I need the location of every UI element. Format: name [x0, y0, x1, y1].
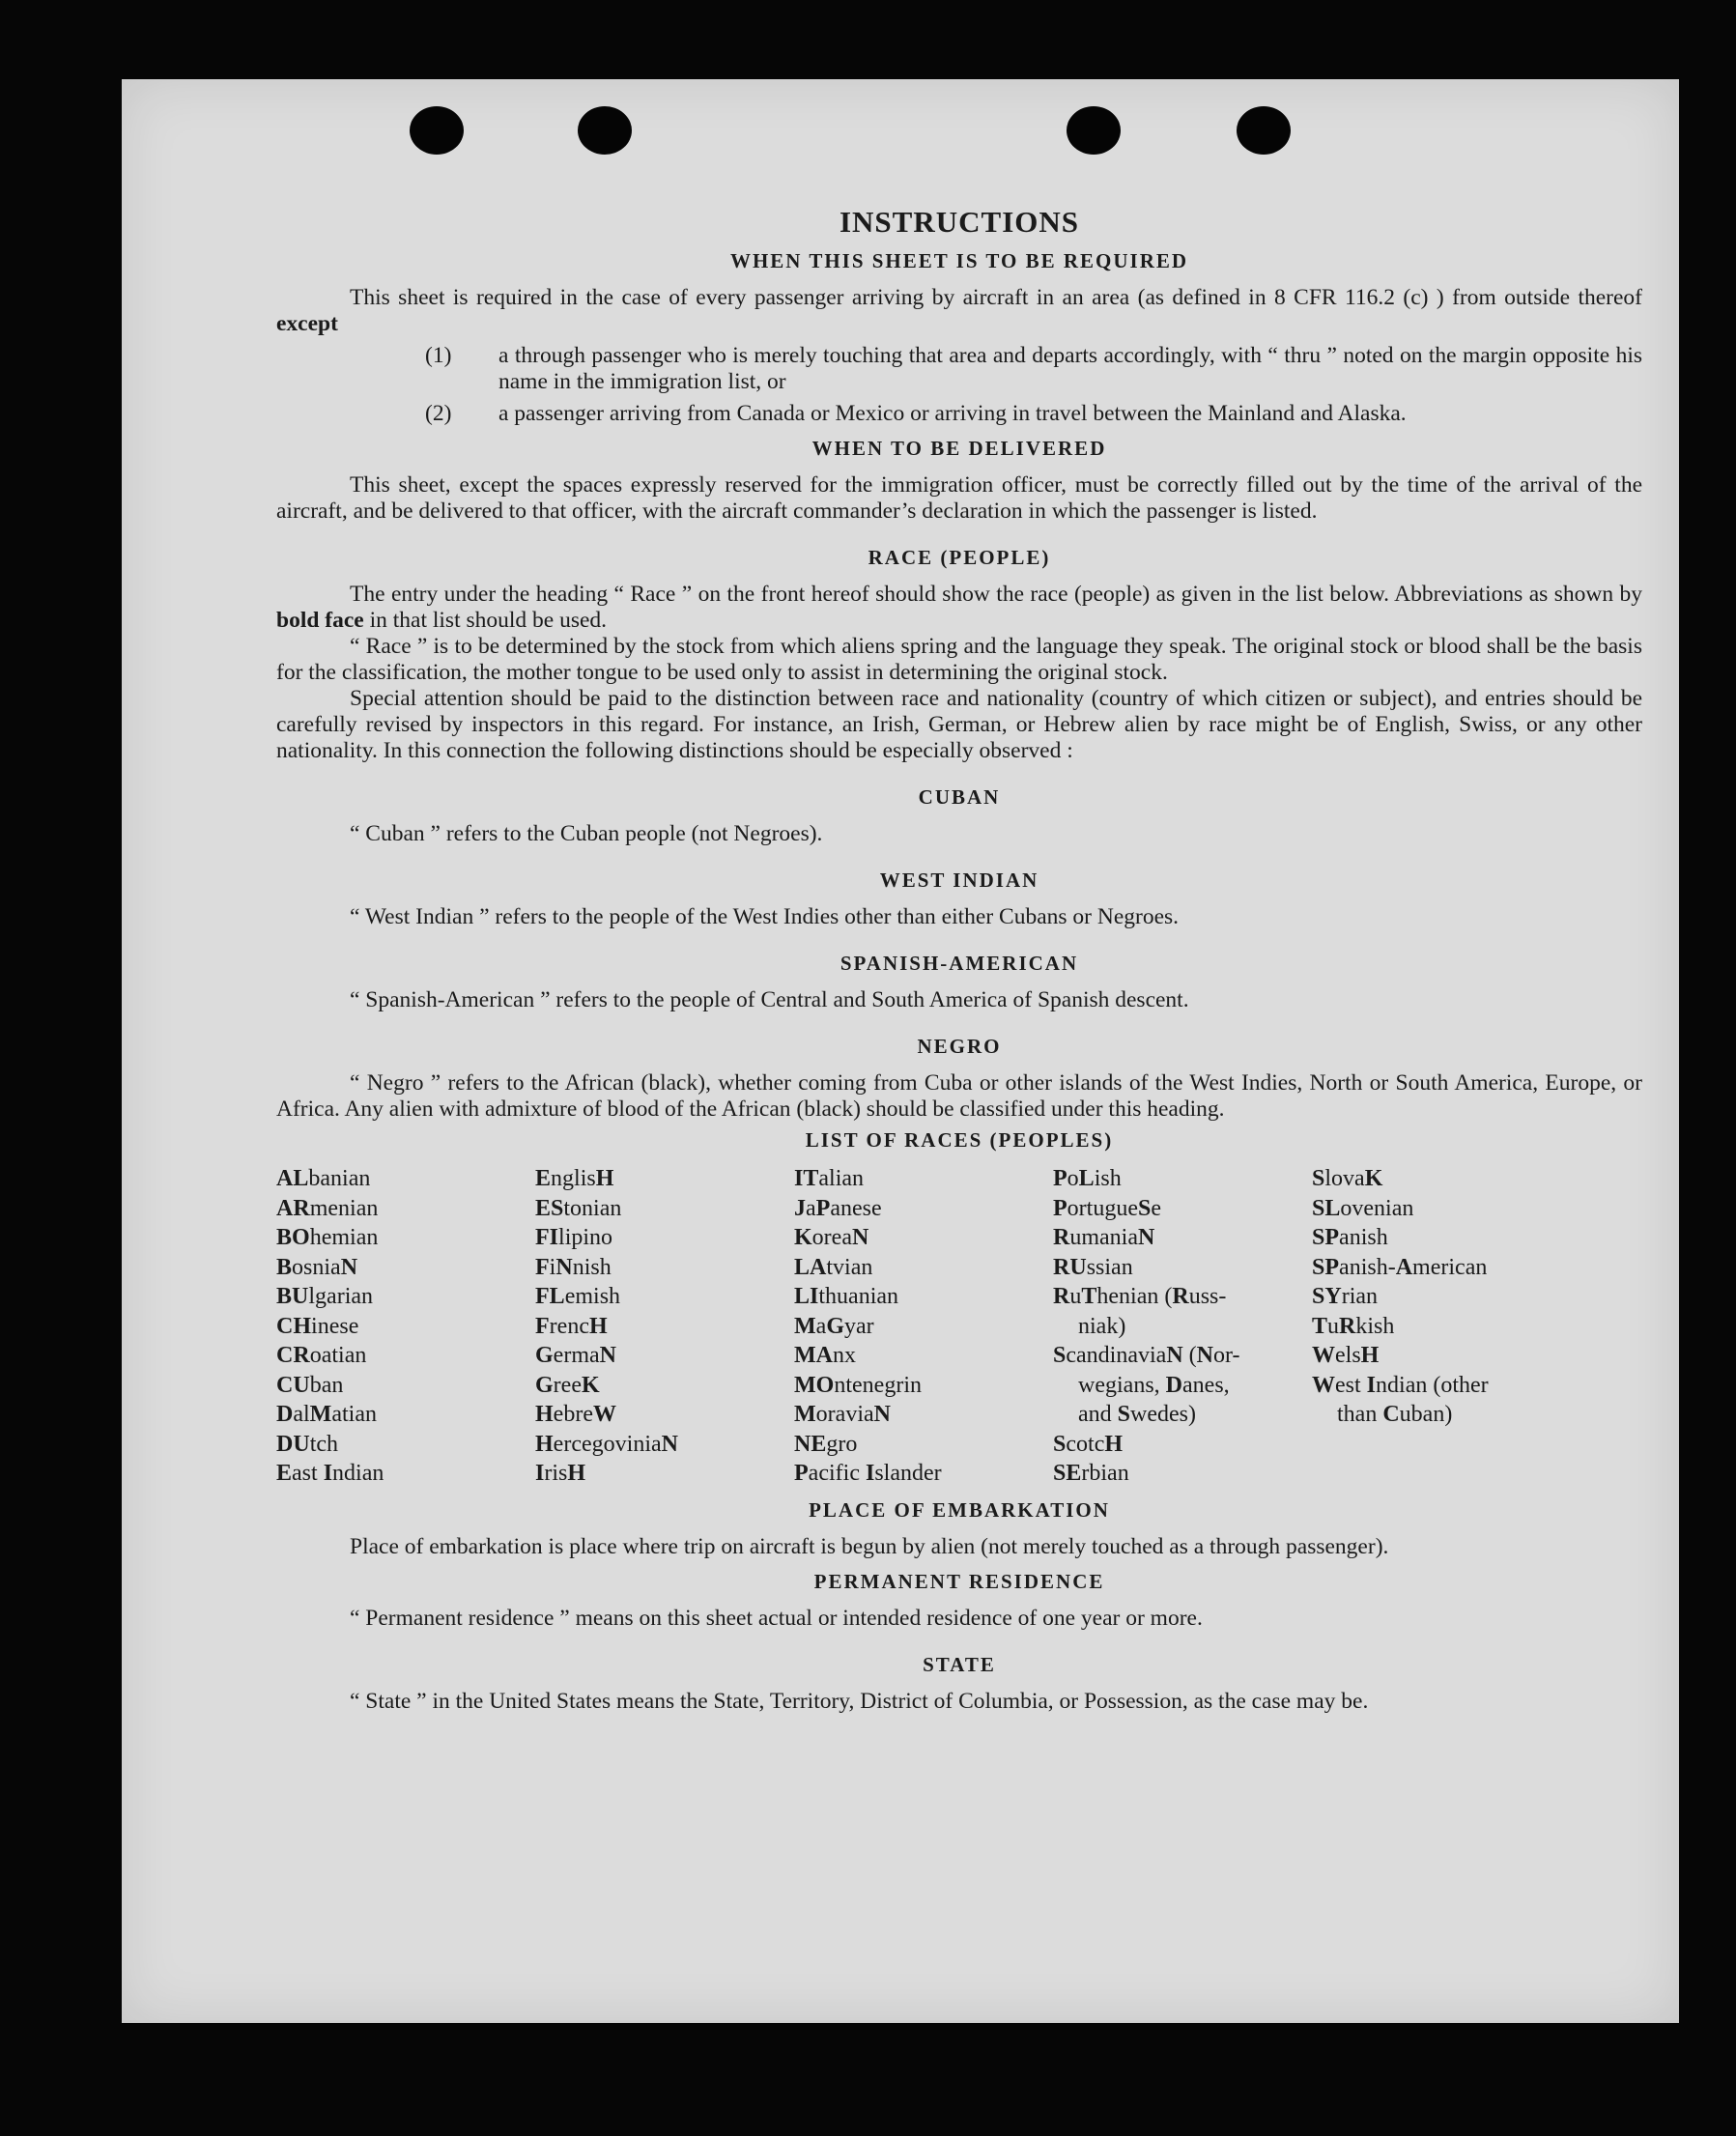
race-entry: ALbanian	[276, 1166, 371, 1191]
race-entry: LIthuanian	[794, 1284, 899, 1309]
instructions-content	[276, 205, 1642, 1715]
race-entry: CUban	[276, 1372, 344, 1398]
race-entry: SLovenian	[1312, 1195, 1414, 1221]
punch-hole	[410, 106, 464, 155]
race-entry: ITalian	[794, 1166, 865, 1191]
embarkation-text: Place of embarkation is place where trip on aircraft is begun by alien (not merely touched as a through passenger).	[350, 1533, 1389, 1559]
race-entry: PortugueSe	[1053, 1195, 1162, 1221]
race-paragraph-1: The entry under the heading “ Race ” on the front hereof should show the race (people) as given in the list below. Abbreviations as shown by bold face in that list should be used.	[276, 582, 1642, 633]
race-entry: FLemish	[535, 1284, 621, 1309]
race-entry: WelsH	[1312, 1343, 1380, 1368]
when-delivered-text: This sheet, except the spaces expressly reserved for the immigration officer, must be correctly filled out by the time of the arrival of the aircraft, and be delivered to that officer, with the aircraft commander’s declaration in which the passenger is listed.	[276, 472, 1642, 524]
punch-hole	[578, 106, 632, 155]
race-entry: TuRkish	[1312, 1313, 1395, 1339]
race-entry: SErbian	[1053, 1461, 1129, 1486]
heading-spanish-american: SPANISH-AMERICAN	[840, 952, 1079, 975]
race-entry: CHinese	[276, 1313, 359, 1339]
page-title: INSTRUCTIONS	[839, 205, 1079, 239]
document-sheet	[122, 79, 1679, 2023]
heading-when-delivered: WHEN TO BE DELIVERED	[811, 437, 1107, 460]
heading-list-of-races: LIST OF RACES (PEOPLES)	[805, 1128, 1114, 1152]
race-entry: MoraviaN	[794, 1402, 891, 1427]
race-entry: GermaN	[535, 1343, 616, 1368]
race-entry: EnglisH	[535, 1166, 614, 1191]
race-entry: PoLish	[1053, 1166, 1122, 1191]
race-entry: BUlgarian	[276, 1284, 374, 1309]
heading-residence: PERMANENT RESIDENCE	[813, 1569, 1105, 1593]
race-entry: BOhemian	[276, 1225, 379, 1250]
races-column	[276, 1164, 535, 1489]
heading-embarkation: PLACE OF EMBARKATION	[809, 1497, 1110, 1522]
cuban-text: “ Cuban ” refers to the Cuban people (not Negroes).	[350, 821, 823, 846]
race-entry: KoreaN	[794, 1225, 869, 1250]
races-column	[1053, 1164, 1312, 1489]
race-entry: HercegoviniaN	[535, 1431, 678, 1457]
race-paragraph-2: “ Race ” is to be determined by the stock from which aliens spring and the language they speak. The original stock or blood shall be the basis for the classification, the mother tongue to be used only to assist in determining the original stock.	[276, 634, 1642, 685]
race-entry: NEgro	[794, 1431, 858, 1457]
race-entry: FIlipino	[535, 1225, 613, 1250]
spanish-american-text: “ Spanish-American ” refers to the people of Central and South America of Spanish descent.	[350, 987, 1189, 1012]
race-entry: West Indian (other	[1312, 1372, 1489, 1398]
punch-hole	[1237, 106, 1291, 155]
race-entry: SYrian	[1312, 1284, 1379, 1309]
race-entry: HebreW	[535, 1402, 616, 1427]
heading-west-indian: WEST INDIAN	[879, 869, 1039, 892]
race-entry: EStonian	[535, 1195, 622, 1221]
west-indian-text: “ West Indian ” refers to the people of the West Indies other than either Cubans or Negroes.	[350, 904, 1180, 929]
race-entry: JaPanese	[794, 1195, 882, 1221]
punch-hole	[1067, 106, 1121, 155]
list-number: (2)	[425, 401, 452, 426]
races-column	[794, 1164, 1053, 1489]
race-entry: MOntenegrin	[794, 1372, 922, 1398]
race-entry: and Swedes)	[1078, 1402, 1197, 1427]
race-entry: RuThenian (Russ-	[1053, 1284, 1227, 1309]
heading-cuban: CUBAN	[918, 785, 1001, 809]
race-entry: ScotcH	[1053, 1431, 1124, 1457]
race-entry: Pacific Islander	[794, 1461, 942, 1486]
residence-text: “ Permanent residence ” means on this sheet actual or intended residence of one year or more.	[350, 1605, 1203, 1631]
races-column	[535, 1164, 794, 1489]
race-entry: CRoatian	[276, 1343, 367, 1368]
list-item: (2) a passenger arriving from Canada or Mexico or arriving in travel between the Mainland and Alaska.	[425, 401, 1407, 426]
race-entry: RumaniaN	[1053, 1225, 1155, 1250]
races-list	[276, 1164, 1642, 1489]
list-item: (1) a through passenger who is merely touching that area and departs accordingly, with “ thru ” noted on the margin opposite his name in the immigration list, or	[425, 343, 1642, 394]
race-entry: MAnx	[794, 1343, 856, 1368]
race-entry: FrencH	[535, 1313, 608, 1339]
races-column	[1312, 1164, 1602, 1489]
race-entry: BosniaN	[276, 1254, 358, 1280]
heading-state: STATE	[923, 1652, 996, 1676]
when-required-intro: This sheet is required in the case of every passenger arriving by aircraft in an area (as defined in 8 CFR 116.2 (c) ) from outside thereof except	[276, 285, 1642, 336]
race-entry: ScandinaviaN (Nor-	[1053, 1343, 1240, 1368]
race-entry: DalMatian	[276, 1402, 377, 1427]
race-entry: niak)	[1078, 1313, 1126, 1339]
race-entry: ARmenian	[276, 1195, 379, 1221]
race-entry: LAtvian	[794, 1254, 873, 1280]
heading-when-required: WHEN THIS SHEET IS TO BE REQUIRED	[729, 249, 1189, 272]
race-entry: SPanish-American	[1312, 1254, 1488, 1280]
race-entry: FiNnish	[535, 1254, 612, 1280]
negro-text: “ Negro ” refers to the African (black), whether coming from Cuba or other islands of the West Indies, North or South America, Europe, or Africa. Any alien with admixture of blood of the African (black) should be classified under this heading.	[276, 1070, 1642, 1122]
race-entry: East Indian	[276, 1461, 384, 1486]
race-entry: MaGyar	[794, 1313, 874, 1339]
state-text: “ State ” in the United States means the State, Territory, District of Columbia, or Possession, as the case may be.	[350, 1688, 1369, 1714]
race-entry: RUssian	[1053, 1254, 1133, 1280]
race-entry: GreeK	[535, 1372, 600, 1398]
race-entry: than Cuban)	[1337, 1402, 1453, 1427]
race-entry: SPanish	[1312, 1225, 1388, 1250]
race-entry: DUtch	[276, 1431, 339, 1457]
list-number: (1)	[425, 343, 452, 368]
race-paragraph-3: Special attention should be paid to the distinction between race and nationality (country of which citizen or subject), and entries should be carefully revised by inspectors in this regard. For instance, an Irish, German, or Hebrew alien by race might be of English, Swiss, or any other nationality. In this connection the following distinctions should be especially observed :	[276, 686, 1642, 763]
heading-negro: NEGRO	[917, 1035, 1002, 1058]
race-entry: wegians, Danes,	[1078, 1372, 1230, 1398]
race-entry: IrisH	[535, 1461, 586, 1486]
heading-race: RACE (PEOPLE)	[868, 546, 1051, 569]
race-entry: SlovaK	[1312, 1166, 1383, 1191]
